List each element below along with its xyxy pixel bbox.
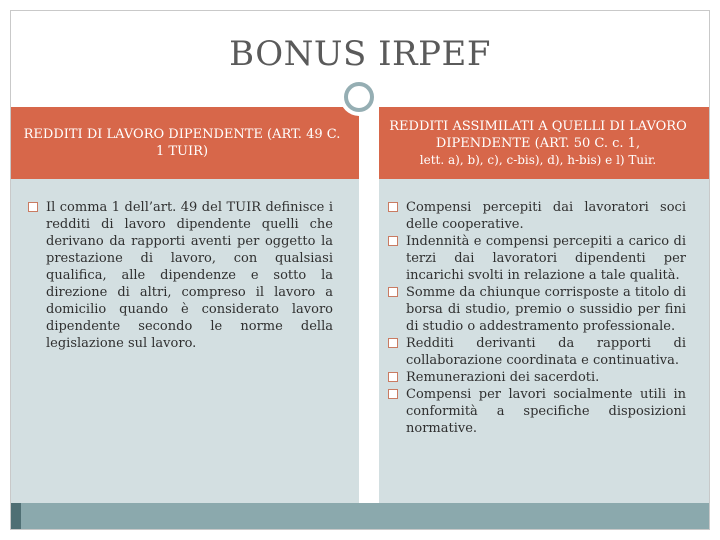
square-bullet-icon — [388, 338, 398, 348]
left-bullet-list — [28, 199, 333, 352]
list-item-text: Indennità e compensi percepiti a carico di terzi dai lavoratori dipendenti per incarichi svolti in relazione a tale qualità. — [406, 234, 686, 283]
list-item-text: Redditi derivanti da rapporti di collaborazione coordinata e continuativa. — [406, 336, 686, 368]
square-bullet-icon — [388, 287, 398, 297]
list-item-text: Compensi percepiti dai lavoratori soci delle cooperative. — [406, 200, 686, 232]
column-divider — [359, 107, 379, 503]
footer-band — [11, 503, 709, 529]
right-heading-text: REDDITI ASSIMILATI A QUELLI DI LAVORO DIPENDENTE (ART. 50 C. c. 1, — [389, 118, 687, 151]
right-heading-subtext: lett. a), b), c), c-bis), d), h-bis) e l) Tuir. — [419, 152, 657, 167]
square-bullet-icon — [388, 372, 398, 382]
slide-title: BONUS IRPEF — [229, 34, 491, 74]
list-item — [388, 335, 686, 369]
right-bullet-list — [388, 199, 686, 437]
left-column-heading — [22, 107, 342, 179]
list-item — [388, 233, 686, 284]
left-heading-text: REDDITI DI LAVORO DIPENDENTE (ART. 49 C. 1 TUIR) — [23, 127, 341, 159]
list-item — [388, 369, 686, 386]
list-item — [388, 284, 686, 335]
list-item — [388, 386, 686, 437]
list-item-text: Remunerazioni dei sacerdoti. — [406, 370, 600, 385]
list-item-text: Il comma 1 dell’art. 49 del TUIR definisce i redditi di lavoro dipendente quelli che derivano da rapporti aventi per oggetto la prestazione di lavoro, con qualsiasi qualifica, alle dipendenze e sotto la direzione di altri, compreso il lavoro a domicilio quando è considerato lavoro dipendente secondo le norme della legislazione sul lavoro. — [46, 200, 333, 351]
square-bullet-icon — [388, 389, 398, 399]
list-item-text: Somme da chiunque corrisposte a titolo di borsa di studio, premio o sussidio per fini di studio o addestramento professionale. — [406, 285, 686, 334]
list-item — [28, 199, 333, 352]
list-item — [388, 199, 686, 233]
square-bullet-icon — [388, 202, 398, 212]
right-column-heading — [388, 107, 688, 179]
footer-accent — [11, 503, 21, 529]
ring-ornament-icon — [340, 78, 378, 116]
square-bullet-icon — [28, 202, 38, 212]
square-bullet-icon — [388, 236, 398, 246]
list-item-text: Compensi per lavori socialmente utili in conformità a specifiche disposizioni normative. — [406, 387, 686, 436]
